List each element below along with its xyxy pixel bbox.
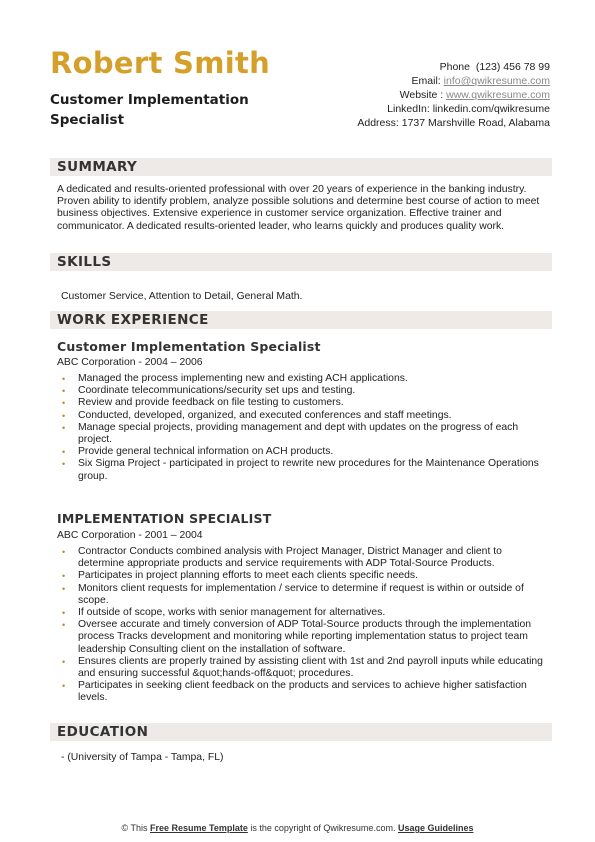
job-company: ABC Corporation - 2001 – 2004 — [57, 530, 203, 541]
work-heading: WORK EXPERIENCE — [57, 312, 209, 328]
summary-heading: SUMMARY — [57, 159, 138, 175]
phone-label: Phone — [439, 61, 470, 73]
contact-block — [357, 60, 550, 130]
footer — [0, 823, 595, 833]
summary-text: A dedicated and results-oriented professional with over 20 years of experience in the banking industry. Proven ability to identify problem, analyze possible solutions and determine best course of action to meet business objectives. Extensive experience in customer service organization. Effective trainer and communicator. A dedicated results-oriented leader, who learns quickly and produces quality work. — [57, 184, 540, 232]
job-bullet: • Six Sigma Project - participated in project to rewrite new procedures for the Maintenance Operations group. — [62, 458, 548, 482]
job-bullets — [62, 546, 548, 705]
skills-heading: SKILLS — [57, 254, 112, 270]
job-bullet: • Participates in project planning efforts to meet each clients specific needs. — [62, 570, 548, 582]
job-bullet: • Manage special projects, providing management and dept with updates on the progress of each project. — [62, 422, 548, 446]
job-title: Customer Implementation Specialist — [57, 339, 321, 354]
contact-phone — [357, 60, 550, 74]
work-section-header — [50, 311, 552, 329]
job-bullet: • Participates in seeking client feedback on the products and services to achieve higher satisfaction levels. — [62, 680, 548, 704]
job-bullet: • Contractor Conducts combined analysis with Project Manager, District Manager and client to determine appropriate products and service requirements with ADP Total-Source Products. — [62, 546, 548, 570]
contact-address — [357, 116, 550, 130]
skills-text: Customer Service, Attention to Detail, General Math. — [61, 291, 303, 302]
footer-middle: is the copyright of Qwikresume.com. — [250, 823, 396, 833]
free-resume-template-link[interactable]: Free Resume Template — [150, 823, 248, 833]
website-label: Website : — [399, 89, 444, 101]
job-bullet: • Ensures clients are properly trained by assisting client with 1st and 2nd payroll inputs while educating and ensuring successful &quot;hands-off&quot; procedures. — [62, 656, 548, 680]
linkedin-label: LinkedIn: — [387, 103, 430, 115]
footer-prefix: © This — [121, 823, 148, 833]
contact-email — [357, 74, 550, 88]
job-bullet: • Coordinate telecommunications/security set ups and testing. — [62, 385, 548, 397]
address-label: Address: — [357, 117, 399, 129]
summary-section-header — [50, 158, 552, 176]
contact-linkedin — [357, 102, 550, 116]
skills-section-header — [50, 253, 552, 271]
education-section-header — [50, 723, 552, 741]
job-title: IMPLEMENTATION SPECIALIST — [57, 511, 272, 526]
job-bullet: • Oversee accurate and timely conversion of ADP Total-Source products through the implementation process Tracks development and monitoring while reporting implementation status to project team leadership Consulting client on the installation of software. — [62, 619, 548, 656]
job-bullet: • Review and provide feedback on file testing to customers. — [62, 397, 548, 409]
contact-website — [357, 88, 550, 102]
job-bullet: • Managed the process implementing new and existing ACH applications. — [62, 373, 548, 385]
job-bullet: • If outside of scope, works with senior management for alternatives. — [62, 607, 548, 619]
job-company: ABC Corporation - 2004 – 2006 — [57, 357, 203, 368]
candidate-title: Customer Implementation Specialist — [50, 92, 249, 128]
website-link[interactable]: www.qwikresume.com — [446, 89, 550, 101]
job-bullet: • Conducted, developed, organized, and executed conferences and staff meetings. — [62, 410, 548, 422]
email-label: Email: — [411, 75, 441, 87]
candidate-name: Robert Smith — [50, 46, 271, 80]
job-bullets — [62, 373, 548, 483]
job-bullet: • Monitors client requests for implementation / service to determine if request is within or outside of scope. — [62, 583, 548, 607]
usage-guidelines-link[interactable]: Usage Guidelines — [397, 823, 474, 833]
linkedin-value: linkedin.com/qwikresume — [432, 103, 550, 115]
job-bullet: • Provide general technical information on ACH products. — [62, 446, 548, 458]
address-value: 1737 Marshville Road, Alabama — [401, 117, 550, 129]
email-link[interactable]: info@qwikresume.com — [443, 75, 550, 87]
education-heading: EDUCATION — [57, 724, 149, 740]
education-text: - (University of Tampa - Tampa, FL) — [61, 752, 224, 763]
phone-value: (123) 456 78 99 — [475, 61, 550, 73]
